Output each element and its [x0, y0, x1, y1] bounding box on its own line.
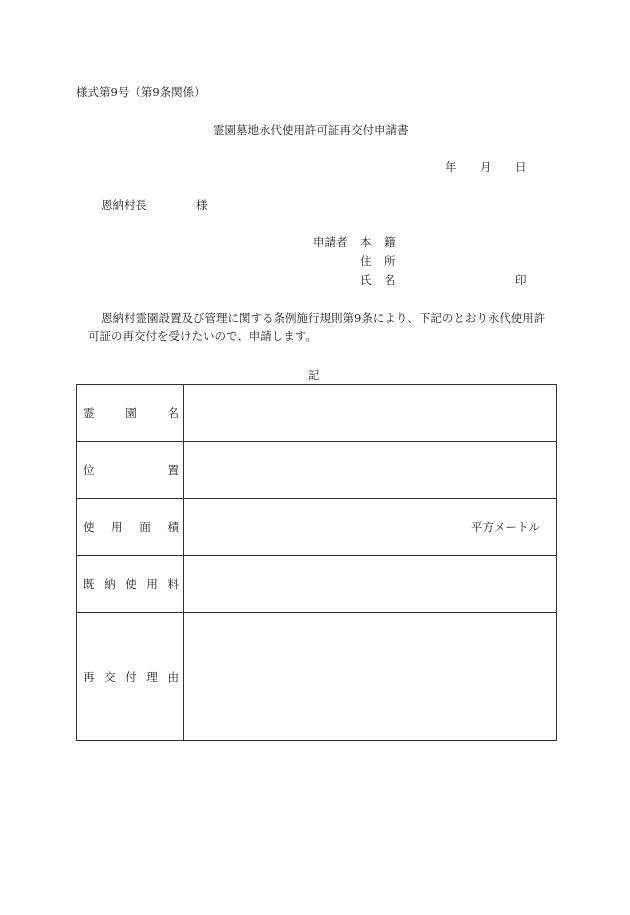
applicant-honseki-char-2: 籍 — [384, 235, 396, 249]
paid-fee-field[interactable] — [184, 556, 557, 613]
label-char: 置 — [167, 463, 179, 477]
date-year: 年 — [445, 160, 457, 174]
applicant-address-char-2: 所 — [384, 254, 396, 268]
area-unit: 平方メートル — [471, 520, 540, 534]
label-char: 用 — [146, 577, 158, 591]
label-char: 使 — [83, 520, 95, 534]
applicant-label: 申請者 — [313, 235, 348, 249]
addressee-honorific: 様 — [196, 198, 208, 212]
area-field[interactable] — [184, 499, 557, 556]
label-char: 積 — [167, 520, 179, 534]
applicant-address-char-1: 住 — [360, 254, 372, 268]
label-char: 霊 — [83, 406, 95, 420]
reien-name-field[interactable] — [184, 385, 557, 442]
date-month: 月 — [480, 160, 492, 174]
label-char: 使 — [125, 577, 137, 591]
table-row-area — [77, 499, 557, 556]
table-row-reissue-reason — [77, 613, 557, 741]
label-char: 既 — [83, 577, 95, 591]
label-cell — [77, 499, 184, 556]
date-day: 日 — [515, 160, 527, 174]
applicant-name-char-2: 名 — [384, 273, 396, 287]
table-row-location — [77, 442, 557, 499]
document-title: 霊園墓地永代使用許可証再交付申請書 — [213, 123, 409, 137]
label-char: 園 — [125, 406, 137, 420]
addressee-name: 恩納村長 — [101, 198, 147, 212]
label-char: 再 — [83, 669, 95, 684]
seal-mark: 印 — [515, 273, 527, 287]
label-char: 納 — [104, 577, 116, 591]
applicant-honseki-char-1: 本 — [360, 235, 372, 249]
table-row-reien-name — [77, 385, 557, 442]
label-char: 面 — [139, 520, 151, 534]
body-line-2: 可証の再交付を受けたいので、申請します。 — [88, 329, 317, 343]
label-cell — [77, 442, 184, 499]
body-line-1: 恩納村霊園設置及び管理に関する条例施行規則第9条により、下記のとおり永代使用許 — [101, 311, 546, 325]
label-cell — [77, 385, 184, 442]
label-char: 由 — [167, 669, 179, 684]
label-char: 理 — [146, 669, 158, 684]
label-cell — [77, 613, 184, 741]
location-field[interactable] — [184, 442, 557, 499]
label-char: 付 — [125, 669, 137, 684]
reissue-reason-field[interactable] — [184, 613, 557, 741]
application-table — [76, 384, 557, 741]
label-char: 用 — [111, 520, 123, 534]
ki-heading: 記 — [308, 368, 320, 382]
label-char: 位 — [83, 463, 95, 477]
label-char: 名 — [167, 406, 179, 420]
label-cell — [77, 556, 184, 613]
label-char: 交 — [104, 669, 116, 684]
table-row-paid-fee — [77, 556, 557, 613]
applicant-name-char-1: 氏 — [360, 273, 372, 287]
label-char: 料 — [167, 577, 179, 591]
form-number: 様式第9号（第9条関係） — [76, 85, 206, 99]
